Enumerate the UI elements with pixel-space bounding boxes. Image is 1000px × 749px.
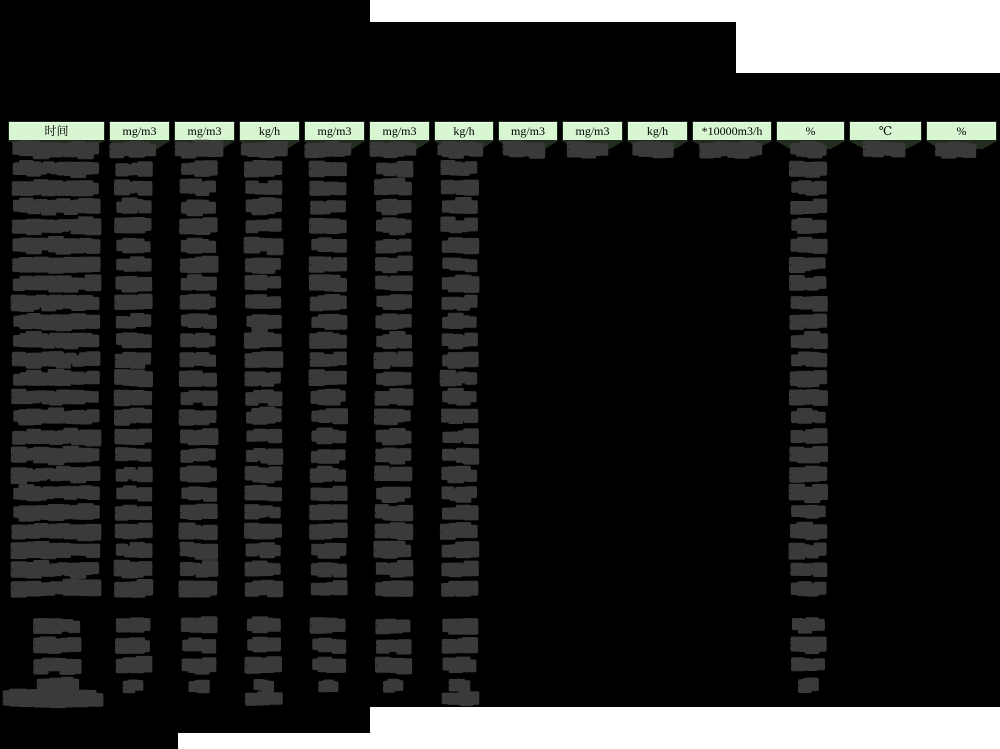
redacted-value-blob <box>791 645 792 646</box>
column-header-unit-7: mg/m3 <box>498 121 558 141</box>
redacted-value-blob <box>12 225 13 226</box>
redacted-value-blob <box>375 493 376 494</box>
redacted-value-blob <box>441 264 442 265</box>
redacted-value-blob <box>375 206 376 207</box>
redacted-value-blob <box>441 493 442 494</box>
redacted-value-blob <box>180 588 181 589</box>
redacted-value-blob <box>442 665 443 666</box>
redacted-value-blob <box>245 531 246 532</box>
redacted-value-blob <box>310 378 311 379</box>
redacted-value-blob <box>180 264 181 265</box>
redacted-value-blob <box>181 625 182 626</box>
redacted-value-blob <box>311 665 312 666</box>
redacted-value-blob <box>441 168 442 169</box>
redacted-value-blob <box>310 264 311 265</box>
redacted-value-blob <box>12 436 13 437</box>
redacted-value-blob <box>375 416 376 417</box>
redacted-value-blob <box>12 493 13 494</box>
redacted-value-blob <box>180 550 181 551</box>
column-header-unit-1: mg/m3 <box>109 121 170 141</box>
redacted-value-blob <box>790 455 791 456</box>
redacted-value-blob <box>375 283 376 284</box>
redacted-value-blob <box>115 187 116 188</box>
redacted-value-blob <box>240 149 241 150</box>
redacted-value-blob <box>12 302 13 303</box>
redacted-value-blob <box>375 550 376 551</box>
redacted-value-blob <box>188 685 189 686</box>
redacted-value-blob <box>790 302 791 303</box>
redacted-value-blob <box>253 685 254 686</box>
column-header-unit-3: kg/h <box>239 121 300 141</box>
redacted-value-blob <box>375 378 376 379</box>
redacted-value-blob <box>246 665 247 666</box>
redacted-value-blob <box>311 625 312 626</box>
redacted-value-blob <box>180 378 181 379</box>
redacted-value-blob <box>180 340 181 341</box>
redacted-value-blob <box>245 187 246 188</box>
redacted-value-blob <box>245 168 246 169</box>
redacted-value-blob <box>245 588 246 589</box>
redacted-value-blob <box>441 321 442 322</box>
redacted-value-blob <box>12 206 13 207</box>
redacted-value-blob <box>116 645 117 646</box>
redacted-value-blob <box>12 397 13 398</box>
redacted-value-blob <box>799 685 800 686</box>
redacted-value-blob <box>441 340 442 341</box>
redacted-value-blob <box>441 206 442 207</box>
redacted-value-blob <box>790 569 791 570</box>
redacted-value-blob <box>115 321 116 322</box>
redacted-value-blob <box>441 397 442 398</box>
redacted-value-blob <box>175 149 176 150</box>
redacted-value-blob <box>375 512 376 513</box>
redacted-value-blob <box>115 283 116 284</box>
redacted-value-blob <box>181 665 182 666</box>
column-header-unit-6: kg/h <box>434 121 494 141</box>
redacted-value-blob <box>310 225 311 226</box>
redacted-value-blob <box>12 283 13 284</box>
redacted-value-blob <box>246 645 247 646</box>
redacted-value-blob <box>790 531 791 532</box>
redacted-value-blob <box>632 149 633 150</box>
redacted-value-blob <box>115 474 116 475</box>
redacted-value-blob <box>376 645 377 646</box>
redacted-value-blob <box>115 245 116 246</box>
redacted-value-blob <box>311 645 312 646</box>
redacted-value-blob <box>245 225 246 226</box>
redacted-value-blob <box>245 455 246 456</box>
redacted-value-blob <box>310 206 311 207</box>
redacted-value-blob <box>310 474 311 475</box>
redacted-value-blob <box>123 685 124 686</box>
redacted-value-blob <box>441 698 442 699</box>
column-header-unit-13: % <box>926 121 997 141</box>
redacted-value-blob <box>245 321 246 322</box>
redacted-value-blob <box>442 625 443 626</box>
redacted-value-blob <box>115 569 116 570</box>
redacted-value-blob <box>12 187 13 188</box>
redacted-value-blob <box>310 187 311 188</box>
redacted-value-blob <box>180 206 181 207</box>
redacted-value-blob <box>441 245 442 246</box>
redacted-value-blob <box>791 625 792 626</box>
redacted-value-blob <box>375 531 376 532</box>
redacted-value-blob <box>310 493 311 494</box>
redacted-value-blob <box>34 665 35 666</box>
redacted-value-blob <box>245 416 246 417</box>
column-header-time: 时间 <box>8 121 105 141</box>
redacted-value-blob <box>245 206 246 207</box>
redacted-value-blob <box>38 684 39 685</box>
redacted-value-blob <box>790 245 791 246</box>
redacted-value-blob <box>441 531 442 532</box>
redacted-value-blob <box>245 359 246 360</box>
redacted-value-blob <box>310 321 311 322</box>
redacted-value-blob <box>12 531 13 532</box>
redacted-value-blob <box>375 168 376 169</box>
column-header-unit-8: mg/m3 <box>562 121 623 141</box>
redacted-value-blob <box>375 569 376 570</box>
redacted-value-blob <box>318 685 319 686</box>
redacted-value-blob <box>245 378 246 379</box>
redacted-value-blob <box>180 569 181 570</box>
redacted-value-blob <box>376 625 377 626</box>
redacted-value-blob <box>310 588 311 589</box>
redacted-value-blob <box>375 225 376 226</box>
redacted-value-blob <box>436 149 437 150</box>
redacted-value-blob <box>383 685 384 686</box>
redacted-value-blob <box>441 302 442 303</box>
redacted-value-blob <box>441 588 442 589</box>
redacted-value-blob <box>12 359 13 360</box>
column-header-unit-12: ℃ <box>849 121 922 141</box>
redacted-value-blob <box>375 359 376 360</box>
redacted-value-blob <box>310 436 311 437</box>
redacted-value-blob <box>245 493 246 494</box>
redacted-value-blob <box>503 149 504 150</box>
redacted-value-blob <box>12 264 13 265</box>
redacted-value-blob <box>12 588 13 589</box>
redacted-value-blob <box>12 550 13 551</box>
redacted-value-blob <box>790 474 791 475</box>
redacted-value-blob <box>115 397 116 398</box>
redacted-value-blob <box>310 340 311 341</box>
redacted-value-blob <box>245 698 246 699</box>
redacted-value-blob <box>180 493 181 494</box>
redacted-value-blob <box>12 455 13 456</box>
redacted-value-blob <box>790 206 791 207</box>
redacted-value-blob <box>790 168 791 169</box>
redacted-value-blob <box>180 531 181 532</box>
redacted-value-blob <box>310 359 311 360</box>
redacted-value-blob <box>790 340 791 341</box>
redacted-value-blob <box>441 436 442 437</box>
redacted-value-blob <box>245 245 246 246</box>
redacted-value-blob <box>180 302 181 303</box>
column-header-unit-4: mg/m3 <box>304 121 365 141</box>
redacted-value-blob <box>790 550 791 551</box>
redacted-value-blob <box>12 245 13 246</box>
redacted-value-blob <box>375 455 376 456</box>
redacted-value-blob <box>180 187 181 188</box>
redacted-value-blob <box>790 283 791 284</box>
column-header-unit-5: mg/m3 <box>369 121 430 141</box>
redacted-value-blob <box>441 474 442 475</box>
redacted-value-blob <box>370 149 371 150</box>
redacted-value-blob <box>441 378 442 379</box>
redacted-value-blob <box>310 550 311 551</box>
redacted-value-blob <box>116 665 117 666</box>
redacted-value-blob <box>310 569 311 570</box>
redacted-value-blob <box>245 340 246 341</box>
redacted-value-blob <box>115 206 116 207</box>
redacted-value-blob <box>310 397 311 398</box>
column-header-unit-2: mg/m3 <box>174 121 235 141</box>
redacted-value-blob <box>442 645 443 646</box>
redacted-value-blob <box>115 493 116 494</box>
column-header-unit-10: *10000m3/h <box>692 121 772 141</box>
redacted-value-blob <box>441 512 442 513</box>
redacted-value-blob <box>245 512 246 513</box>
redacted-value-blob <box>3 698 4 699</box>
redacted-value-blob <box>375 321 376 322</box>
redacted-value-blob <box>180 225 181 226</box>
redacted-value-blob <box>245 264 246 265</box>
redacted-value-blob <box>441 225 442 226</box>
column-header-unit-9: kg/h <box>627 121 688 141</box>
redacted-value-blob <box>375 340 376 341</box>
redacted-value-blob <box>789 149 790 150</box>
redacted-value-blob <box>115 531 116 532</box>
redacted-value-blob <box>110 149 111 150</box>
redacted-value-blob <box>441 359 442 360</box>
redacted-value-blob <box>441 455 442 456</box>
redacted-value-blob <box>245 283 246 284</box>
redacted-value-blob <box>441 416 442 417</box>
redacted-value-blob <box>568 149 569 150</box>
redacted-value-blob <box>12 321 13 322</box>
redacted-value-blob <box>790 321 791 322</box>
redacted-value-blob <box>310 512 311 513</box>
redacted-value-blob <box>935 149 936 150</box>
redacted-value-blob <box>246 625 247 626</box>
redacted-value-blob <box>790 264 791 265</box>
redacted-value-blob <box>375 187 376 188</box>
redacted-value-blob <box>790 397 791 398</box>
redacted-value-blob <box>115 436 116 437</box>
redacted-value-blob <box>180 436 181 437</box>
redacted-value-blob <box>245 474 246 475</box>
redacted-value-blob <box>12 378 13 379</box>
redacted-value-blob <box>310 531 311 532</box>
redacted-value-blob <box>180 168 181 169</box>
redacted-value-blob <box>12 168 13 169</box>
redacted-value-blob <box>115 168 116 169</box>
redacted-value-blob <box>790 225 791 226</box>
redacted-value-blob <box>115 378 116 379</box>
redacted-value-blob <box>375 474 376 475</box>
redacted-value-blob <box>449 685 450 686</box>
redacted-value-blob <box>116 625 117 626</box>
redacted-value-blob <box>790 436 791 437</box>
redacted-value-blob <box>12 340 13 341</box>
redacted-value-blob <box>245 436 246 437</box>
redacted-value-blob <box>115 512 116 513</box>
redacted-value-blob <box>790 588 791 589</box>
redacted-value-blob <box>375 436 376 437</box>
redacted-value-blob <box>180 397 181 398</box>
redacted-value-blob <box>790 187 791 188</box>
redacted-value-blob <box>115 550 116 551</box>
redacted-value-blob <box>700 149 701 150</box>
redacted-value-blob <box>115 225 116 226</box>
redacted-value-blob <box>375 397 376 398</box>
redacted-value-blob <box>180 474 181 475</box>
redacted-value-blob <box>441 569 442 570</box>
redacted-value-blob <box>245 302 246 303</box>
redacted-value-blob <box>245 550 246 551</box>
redacted-value-blob <box>115 455 116 456</box>
redacted-value-blob <box>245 397 246 398</box>
redacted-value-blob <box>12 474 13 475</box>
redacted-value-blob <box>115 264 116 265</box>
redacted-value-blob <box>310 283 311 284</box>
redacted-value-blob <box>375 264 376 265</box>
redacted-value-blob <box>375 302 376 303</box>
redacted-value-blob <box>790 378 791 379</box>
redacted-value-blob <box>180 321 181 322</box>
redacted-value-blob <box>790 416 791 417</box>
redacted-value-blob <box>376 665 377 666</box>
redacted-value-blob <box>790 359 791 360</box>
redacted-value-blob <box>310 302 311 303</box>
redacted-value-blob <box>180 455 181 456</box>
redacted-value-blob <box>180 512 181 513</box>
redacted-value-blob <box>441 283 442 284</box>
redacted-value-blob <box>375 245 376 246</box>
redacted-value-blob <box>180 359 181 360</box>
redacted-value-blob <box>34 645 35 646</box>
redacted-value-blob <box>791 665 792 666</box>
redacted-value-blob <box>310 455 311 456</box>
redacted-value-blob <box>441 550 442 551</box>
redacted-value-blob <box>180 283 181 284</box>
redacted-value-blob <box>115 359 116 360</box>
redacted-value-blob <box>310 168 311 169</box>
redacted-value-blob <box>790 512 791 513</box>
redacted-value-blob <box>34 625 35 626</box>
redacted-value-blob <box>115 416 116 417</box>
redacted-value-blob <box>375 588 376 589</box>
column-header-unit-11: % <box>776 121 845 141</box>
redacted-value-blob <box>310 416 311 417</box>
redacted-value-blob <box>115 340 116 341</box>
redacted-value-blob <box>12 512 13 513</box>
redacted-value-blob <box>115 588 116 589</box>
redacted-value-blob <box>180 245 181 246</box>
redacted-value-blob <box>790 493 791 494</box>
redacted-value-blob <box>864 149 865 150</box>
redacted-value-blob <box>310 245 311 246</box>
redacted-value-blob <box>12 416 13 417</box>
redacted-value-blob <box>12 149 13 150</box>
redacted-value-blob <box>181 645 182 646</box>
redacted-value-blob <box>115 302 116 303</box>
redacted-value-blob <box>12 569 13 570</box>
redacted-value-blob <box>441 187 442 188</box>
redacted-value-blob <box>305 149 306 150</box>
redacted-value-blob <box>180 416 181 417</box>
redacted-value-blob <box>245 569 246 570</box>
